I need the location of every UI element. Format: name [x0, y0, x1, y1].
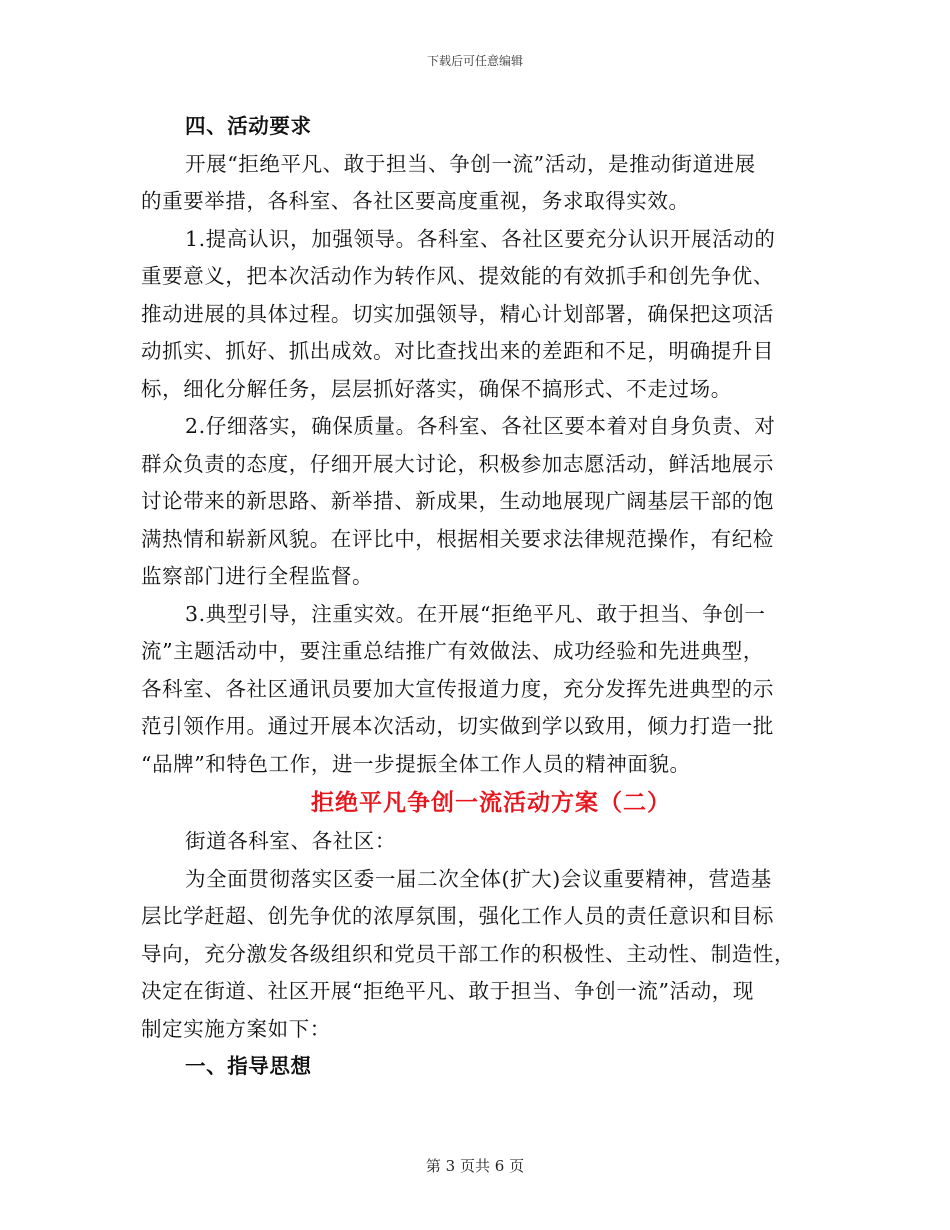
paragraph-line: 满热情和崭新风貌。在评比中，根据相关要求法律规范操作，有纪检: [141, 526, 774, 551]
paragraph-line: 群众负责的态度，仔细开展大讨论，积极参加志愿活动，鲜活地展示: [141, 451, 774, 476]
paragraph-line: “品牌”和特色工作，进一步提振全体工作人员的精神面貌。: [141, 751, 691, 776]
section-heading: 一、指导思想: [185, 1054, 312, 1078]
paragraph-line: 2.仔细落实，确保质量。各科室、各社区要本着对自身负责、对: [185, 414, 776, 438]
document-body: [141, 108, 801, 1086]
paragraph-line: 动抓实、抓好、抓出成效。对比查找出来的差距和不足，明确提升目: [141, 339, 774, 363]
page-footer: 第 3 页共 6 页: [425, 1157, 525, 1175]
page-header: 下载后可任意编辑: [426, 54, 523, 68]
section-heading: 四、活动要求: [185, 114, 312, 138]
paragraph-line: 范引领作用。通过开展本次活动，切实做到学以致用，倾力打造一批: [141, 714, 774, 738]
paragraph-line: 开展“拒绝平凡、敢于担当、争创一流”活动，是推动街道进展: [185, 151, 756, 176]
paragraph-line: 制定实施方案如下：: [141, 1016, 331, 1041]
paragraph-line: 的重要举措，各科室、各社区要高度重视，务求取得实效。: [141, 189, 690, 213]
salutation: 街道各科室、各社区：: [185, 829, 396, 853]
paragraph-line: 决定在街道、社区开展“拒绝平凡、敢于担当、争创一流”活动，现: [141, 979, 754, 1003]
paragraph-line: 3.典型引导，注重实效。在开展“拒绝平凡、敢于担当、争创一: [185, 601, 766, 626]
paragraph-line: 各科室、各社区通讯员要加大宣传报道力度，充分发挥先进典型的示: [141, 676, 774, 701]
paragraph-line: 标，细化分解任务，层层抓好落实，确保不搞形式、不走过场。: [141, 376, 732, 401]
paragraph-line: 为全面贯彻落实区委一届二次全体(扩大)会议重要精神，营造基: [185, 866, 772, 891]
document-title: 拒绝平凡争创一流活动方案（二）: [311, 789, 671, 816]
paragraph-line: 层比学赶超、创先争优的浓厚氛围，强化工作人员的责任意识和目标: [141, 904, 774, 928]
paragraph-line: 导向，充分激发各级组织和党员干部工作的积极性、主动性、制造性，: [141, 941, 796, 966]
paragraph-line: 讨论带来的新思路、新举措、新成果，生动地展现广阔基层干部的饱: [141, 489, 774, 513]
paragraph-line: 推动进展的具体过程。切实加强领导，精心计划部署，确保把这项活: [141, 301, 774, 326]
paragraph-line: 1.提高认识，加强领导。各科室、各社区要充分认识开展活动的: [185, 226, 776, 251]
paragraph-line: 监察部门进行全程监督。: [141, 564, 374, 588]
paragraph-line: 流”主题活动中，要注重总结推广有效做法、成功经验和先进典型，: [141, 639, 764, 663]
paragraph-line: 重要意义，把本次活动作为转作风、提效能的有效抓手和创先争优、: [141, 264, 774, 288]
